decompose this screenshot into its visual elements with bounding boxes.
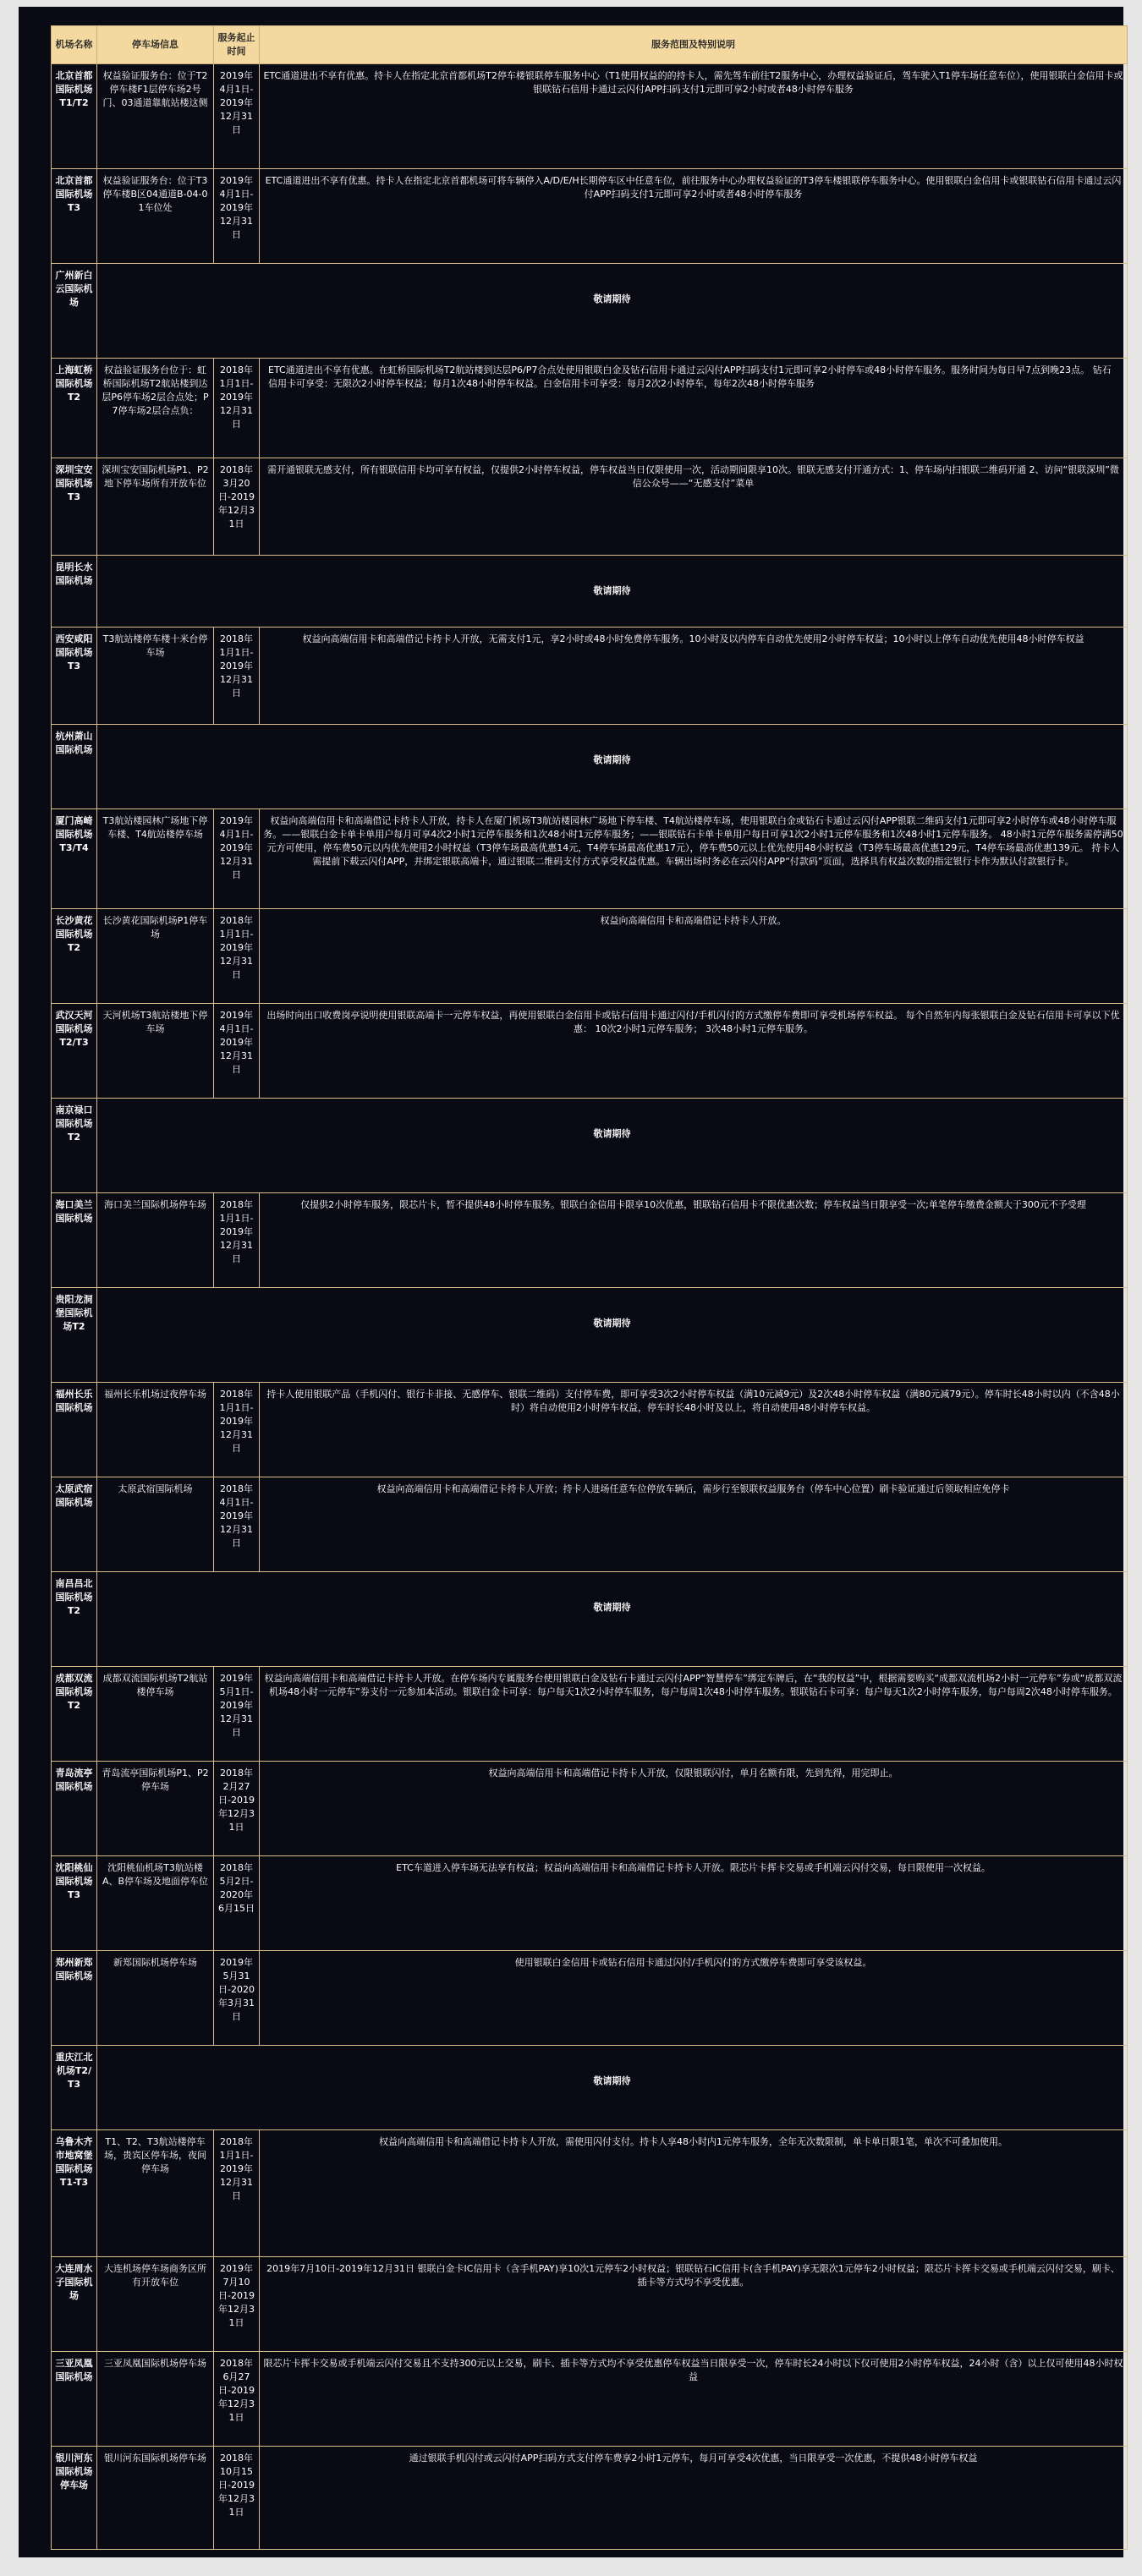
airport-name-cell: 广州新白云国际机场: [52, 264, 97, 359]
table-row: [52, 1951, 1128, 2046]
parking-lot-info-cell: 三亚凤凰国际机场停车场: [97, 2352, 214, 2447]
service-description-cell: 权益向高端信用卡和高端借记卡持卡人开放，无需支付1元，享2小时或48小时免费停车服务。10小时及以内停车自动优先使用2小时停车权益；10小时以上停车自动优先使用48小时停车权益: [260, 628, 1128, 725]
parking-lot-info-cell: 长沙黄花国际机场P1停车场: [97, 909, 214, 1004]
parking-lot-info-cell: 海口美兰国际机场停车场: [97, 1193, 214, 1288]
table-row: [52, 1099, 1128, 1193]
airport-name-cell: 海口美兰国际机场: [52, 1193, 97, 1288]
airport-name-cell: 贵阳龙洞堡国际机场T2: [52, 1288, 97, 1383]
service-period-cell: 2018年3月20日-2019年12月31日: [214, 458, 260, 556]
table-row: [52, 1193, 1128, 1288]
table-row: [52, 1288, 1128, 1383]
service-description-cell: ETC车道进入停车场无法享有权益；权益向高端信用卡和高端借记卡持卡人开放。限芯片卡挥卡交易或手机端云闪付交易，每日限使用一次权益。: [260, 1856, 1128, 1951]
airport-name-cell: 长沙黄花国际机场T2: [52, 909, 97, 1004]
service-period-cell: 2018年6月27日-2019年12月31日: [214, 2352, 260, 2447]
service-period-cell: 2019年4月1日-2019年12月31日: [214, 1004, 260, 1099]
airport-name-cell: 沈阳桃仙国际机场T3: [52, 1856, 97, 1951]
airport-name-cell: 昆明长水国际机场: [52, 556, 97, 628]
header-description: 服务范围及特别说明: [260, 26, 1128, 64]
airport-name-cell: 南京禄口国际机场T2: [52, 1099, 97, 1193]
parking-lot-info-cell: 银川河东国际机场停车场: [97, 2447, 214, 2550]
table-row: [52, 1383, 1128, 1477]
parking-lot-info-cell: 权益验证服务台：位于T2停车楼F1层停车场2号门、03通道靠航站楼这侧: [97, 64, 214, 169]
airport-name-cell: 青岛流亭国际机场: [52, 1762, 97, 1856]
parking-lot-info-cell: T3航站楼停车楼十米台停车场: [97, 628, 214, 725]
table-row: [52, 1667, 1128, 1762]
service-description-cell: 权益向高端信用卡和高端借记卡持卡人开放。: [260, 909, 1128, 1004]
parking-lot-info-cell: 权益验证服务台：位于T3停车楼B区04通道B-04-01车位处: [97, 169, 214, 264]
table-body: [52, 64, 1128, 2550]
coming-soon-cell: 敬请期待: [97, 556, 1128, 628]
table-row: [52, 1572, 1128, 1667]
header-airport: 机场名称: [52, 26, 97, 64]
coming-soon-cell: 敬请期待: [97, 1288, 1128, 1383]
parking-lot-info-cell: 沈阳桃仙机场T3航站楼A、B停车场及地面停车位: [97, 1856, 214, 1951]
airport-name-cell: 大连周水子国际机场: [52, 2257, 97, 2352]
table-row: [52, 2447, 1128, 2550]
service-description-cell: 权益向高端信用卡和高端借记卡持卡人开放，需使用闪付支付。持卡人享48小时内1元停车服务，全年无次数限制，单卡单日限1笔，单次不可叠加使用。: [260, 2130, 1128, 2257]
airport-name-cell: 重庆江北机场T2/T3: [52, 2046, 97, 2130]
service-description-cell: 使用银联白金信用卡或钻石信用卡通过闪付/手机闪付的方式缴停车费即可享受该权益。: [260, 1951, 1128, 2046]
parking-lot-info-cell: 权益验证服务台位于：虹桥国际机场T2航站楼到达层P6停车场2层合点处；P7停车场2层合点负：: [97, 359, 214, 458]
service-description-cell: 权益向高端信用卡和高端借记卡持卡人开放，仅限银联闪付，单月名额有限，先到先得，用完即止。: [260, 1762, 1128, 1856]
table-row: [52, 64, 1128, 169]
airport-name-cell: 杭州萧山国际机场: [52, 725, 97, 809]
service-description-cell: 权益向高端信用卡和高端借记卡持卡人开放；持卡人进场任意车位停放车辆后，需步行至银联权益服务台（停车中心位置）刷卡验证通过后领取相应免停卡: [260, 1477, 1128, 1572]
service-period-cell: 2019年7月10日-2019年12月31日: [214, 2257, 260, 2352]
table-row: [52, 2257, 1128, 2352]
service-description-cell: 持卡人使用银联产品（手机闪付、银行卡非接、无感停车、银联二维码）支付停车费，即可享受3次2小时停车权益（满10元减9元）及2次48小时停车权益（满80元减79元）。停车时长48小时以内（不含48小时）将自动使用2小时停车权益，停车时长48小时及以上，将自动使用48小时停车权益。: [260, 1383, 1128, 1477]
service-period-cell: 2018年1月1日-2019年12月31日: [214, 628, 260, 725]
service-period-cell: 2018年1月1日-2019年12月31日: [214, 359, 260, 458]
service-period-cell: 2019年4月1日-2019年12月31日: [214, 64, 260, 169]
parking-lot-info-cell: 福州长乐机场过夜停车场: [97, 1383, 214, 1477]
service-description-cell: 2019年7月10日-2019年12月31日 银联白金卡IC信用卡（含手机PAY)享10次1元停车2小时权益；银联钻石IC信用卡(含手机PAY)享无限次1元停车2小时权益；限芯片卡挥卡交易或手机端云闪付交易，刷卡、插卡等方式均不享受优惠。: [260, 2257, 1128, 2352]
table-row: [52, 2046, 1128, 2130]
airport-parking-rules-table: [51, 25, 1128, 2550]
airport-name-cell: 太原武宿国际机场: [52, 1477, 97, 1572]
parking-lot-info-cell: 青岛流亭国际机场P1、P2停车场: [97, 1762, 214, 1856]
airport-name-cell: 乌鲁木齐市地窝堡国际机场T1-T3: [52, 2130, 97, 2257]
header-lot-info: 停车场信息: [97, 26, 214, 64]
service-description-cell: 出场时向出口收费岗亭说明使用银联高端卡一元停车权益，再使用银联白金信用卡或钻石信用卡通过闪付/手机闪付的方式缴停车费即可享受机场停车权益。 每个自然年内每张银联白金及钻石信用卡可享以下优惠： 10次2小时1元停车服务； 3次48小时1元停车服务。: [260, 1004, 1128, 1099]
table-header-row: [52, 26, 1128, 64]
table-row: [52, 628, 1128, 725]
table-row: [52, 169, 1128, 264]
airport-name-cell: 福州长乐国际机场: [52, 1383, 97, 1477]
table-row: [52, 1762, 1128, 1856]
service-period-cell: 2019年4月1日-2019年12月31日: [214, 169, 260, 264]
service-period-cell: 2018年5月2日-2020年6月15日: [214, 1856, 260, 1951]
header-service-period: 服务起止时间: [214, 26, 260, 64]
service-period-cell: 2018年10月15日-2019年12月31日: [214, 2447, 260, 2550]
coming-soon-cell: 敬请期待: [97, 725, 1128, 809]
service-period-cell: 2018年4月1日-2019年12月31日: [214, 1477, 260, 1572]
airport-name-cell: 上海虹桥国际机场T2: [52, 359, 97, 458]
table-row: [52, 1477, 1128, 1572]
service-period-cell: 2018年1月1日-2019年12月31日: [214, 1383, 260, 1477]
coming-soon-cell: 敬请期待: [97, 264, 1128, 359]
table-row: [52, 909, 1128, 1004]
service-description-cell: ETC通道进出不享有优惠。在虹桥国际机场T2航站楼到达层P6/P7合点处使用银联白金及钻石信用卡通过云闪付APP扫码支付1元即可享2小时停车或48小时停车服务。服务时间为每日早7点到晚23点。 钻石信用卡可享受：无限次2小时停车权益；每月1次48小时停车权益。白金信用卡可享受：每月2次2小时停车，每年2次48小时停车服务: [260, 359, 1128, 458]
service-description-cell: 权益向高端信用卡和高端借记卡持卡人开放，持卡人在厦门机场T3航站楼园林广场地下停车楼、T4航站楼停车场，使用银联白金或钻石卡通过云闪付APP银联二维码支付1元即可享2小时停车或48小时停车服务。——银联白金卡单卡单用户每月可享4次2小时1元停车服务和1次48小时1元停车服务；——银联钻石卡单卡单用户每日可享1次2小时1元停车服务和1次48小时1元停车服务。 48小时1元停车服务需停满50元方可使用，停车费50元以内优先使用2小时权益（T3停车场最高优惠14元，T4停车场最高优惠17元），停车费50元以上优先使用48小时权益（T3停车场最高优惠129元，T4停车场最高优惠139元。 持卡人需提前下载云闪付APP，并绑定银联高端卡，通过银联二维码支付方式享受权益优惠。车辆出场时务必在云闪付APP“付款码”页面，选择具有权益次数的指定银行卡作为默认付款银行卡。: [260, 809, 1128, 909]
table-row: [52, 725, 1128, 809]
service-period-cell: 2018年1月1日-2019年12月31日: [214, 909, 260, 1004]
airport-name-cell: 西安咸阳国际机场T3: [52, 628, 97, 725]
airport-name-cell: 银川河东国际机场停车场: [52, 2447, 97, 2550]
service-period-cell: 2019年5月31日-2020年3月31日: [214, 1951, 260, 2046]
parking-lot-info-cell: 新郑国际机场停车场: [97, 1951, 214, 2046]
table-row: [52, 359, 1128, 458]
parking-lot-info-cell: 天河机场T3航站楼地下停车场: [97, 1004, 214, 1099]
service-description-cell: 仅提供2小时停车服务，限芯片卡，暂不提供48小时停车服务。银联白金信用卡限享10次优惠，银联钻石信用卡不限优惠次数；停车权益当日限享受一次;单笔停车缴费金额大于300元不予受理: [260, 1193, 1128, 1288]
parking-lot-info-cell: 大连机场停车场商务区所有开放车位: [97, 2257, 214, 2352]
parking-lot-info-cell: T3航站楼园林广场地下停车楼、T4航站楼停车场: [97, 809, 214, 909]
airport-name-cell: 厦门高崎国际机场T3/T4: [52, 809, 97, 909]
service-description-cell: 需开通银联无感支付，所有银联信用卡均可享有权益，仅提供2小时停车权益，停车权益当日仅限使用一次，活动期间限享10次。银联无感支付开通方式：1、停车场内扫银联二维码开通 2、访问“银联深圳”微信公众号——“无感支付”菜单: [260, 458, 1128, 556]
table-row: [52, 556, 1128, 628]
coming-soon-cell: 敬请期待: [97, 1572, 1128, 1667]
airport-name-cell: 三亚凤凰国际机场: [52, 2352, 97, 2447]
parking-lot-info-cell: 太原武宿国际机场: [97, 1477, 214, 1572]
coming-soon-cell: 敬请期待: [97, 1099, 1128, 1193]
table-row: [52, 458, 1128, 556]
service-period-cell: 2018年1月1日-2019年12月31日: [214, 1193, 260, 1288]
service-description-cell: ETC通道进出不享有优惠。持卡人在指定北京首都机场T2停车楼银联停车服务中心（T1使用权益的的持卡人，需先驾车前往T2服务中心，办理权益验证后，驾车驶入T1停车场任意车位），使用银联白金信用卡或银联钻石信用卡通过云闪付APP扫码支付1元即可享2小时或者48小时停车服务: [260, 64, 1128, 169]
airport-name-cell: 南昌昌北国际机场T2: [52, 1572, 97, 1667]
table-row: [52, 809, 1128, 909]
service-period-cell: 2019年5月1日-2019年12月31日: [214, 1667, 260, 1762]
service-description-cell: ETC通道进出不享有优惠。持卡人在指定北京首都机场可将车辆停入A/D/E/H长期停车区中任意车位，前往服务中心办理权益验证的T3停车楼银联停车服务中心。使用银联白金信用卡或银联钻石信用卡通过云闪付APP扫码支付1元即可享2小时或者48小时停车服务: [260, 169, 1128, 264]
table-row: [52, 264, 1128, 359]
airport-name-cell: 北京首都国际机场T1/T2: [52, 64, 97, 169]
service-description-cell: 限芯片卡挥卡交易或手机端云闪付交易且不支持300元以上交易，刷卡、插卡等方式均不享受优惠停车权益当日限享受一次，停车时长24小时以下仅可使用2小时停车权益，24小时（含）以上仅可使用48小时权益: [260, 2352, 1128, 2447]
parking-lot-info-cell: 成都双流国际机场T2航站楼停车场: [97, 1667, 214, 1762]
table-row: [52, 2130, 1128, 2257]
parking-lot-info-cell: 深圳宝安国际机场P1、P2地下停车场所有开放车位: [97, 458, 214, 556]
service-period-cell: 2019年4月1日-2019年12月31日: [214, 809, 260, 909]
airport-name-cell: 武汉天河国际机场T2/T3: [52, 1004, 97, 1099]
table-row: [52, 2352, 1128, 2447]
service-description-cell: 权益向高端信用卡和高端借记卡持卡人开放。在停车场内专属服务台使用银联白金及钻石卡通过云闪付APP“智慧停车”绑定车牌后，在“我的权益”中，根据需要购买“成都双流机场2小时一元停车”券或“成都双流机场48小时一元停车”券支付一元参加本活动。银联白金卡可享：每户每天1次2小时停车服务，每户每周1次48小时停车服务。银联钻石卡可享：每户每天1次2小时停车服务，每户每周2次48小时停车服务。: [260, 1667, 1128, 1762]
airport-name-cell: 成都双流国际机场T2: [52, 1667, 97, 1762]
service-period-cell: 2018年1月1日-2019年12月31日: [214, 2130, 260, 2257]
airport-name-cell: 郑州新郑国际机场: [52, 1951, 97, 2046]
coming-soon-cell: 敬请期待: [97, 2046, 1128, 2130]
airport-name-cell: 深圳宝安国际机场T3: [52, 458, 97, 556]
table-row: [52, 1004, 1128, 1099]
airport-name-cell: 北京首都国际机场T3: [52, 169, 97, 264]
rules-table-container: [51, 25, 1127, 2550]
table-row: [52, 1856, 1128, 1951]
parking-lot-info-cell: T1、T2、T3航站楼停车场，贵宾区停车场，夜间停车场: [97, 2130, 214, 2257]
service-period-cell: 2018年2月27日-2019年12月31日: [214, 1762, 260, 1856]
service-description-cell: 通过银联手机闪付或云闪付APP扫码方式支付停车费享2小时1元停车，每月可享受4次优惠，当日限享受一次优惠，不提供48小时停车权益: [260, 2447, 1128, 2550]
